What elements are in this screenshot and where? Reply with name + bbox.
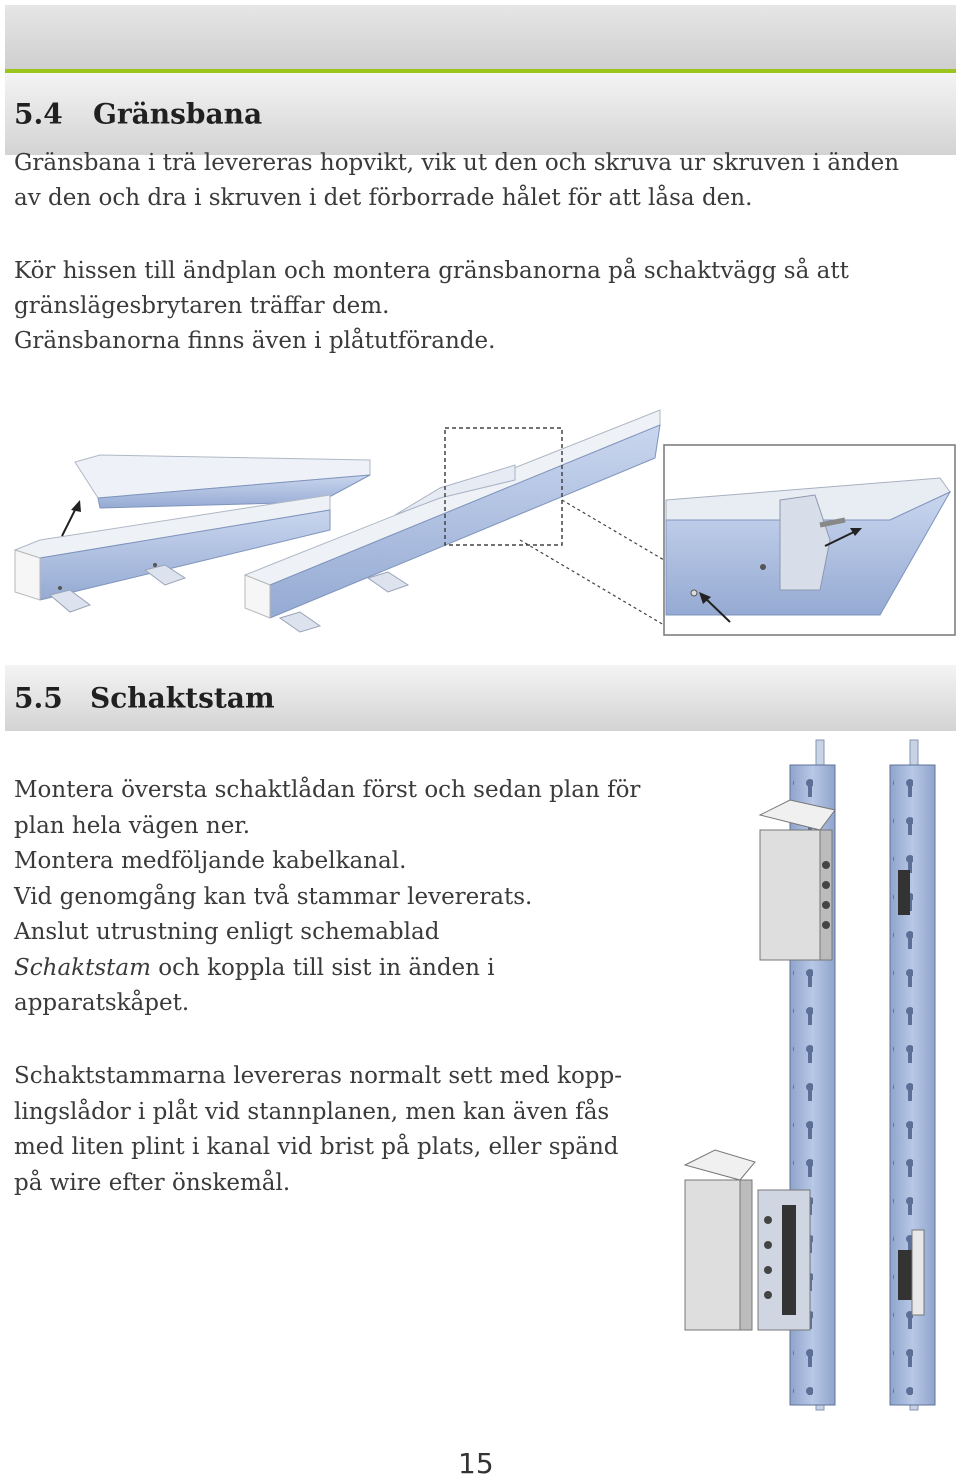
paragraph-shaft-install: Montera översta schaktlådan först och sedan plan för plan hela vägen ner. Montera medföljande kabelkanal. Vid genomgång kan två stammar levererats. Anslut utrustning enligt schemablad Schaktstam och koppla till sist in änden i apparatskåpet.	[14, 777, 641, 1016]
section-number: 5.4	[14, 97, 63, 131]
section-heading-5-4	[5, 69, 956, 155]
shaft-trunking-illustration	[680, 735, 955, 1420]
paragraph-mounting: Kör hissen till ändplan och montera gränsbanorna på schaktvägg så att gränslägesbrytaren träffar dem. Gränsbanorna finns även i plåtutförande.	[14, 258, 849, 354]
italic-reference: Schaktstam	[14, 954, 151, 981]
paragraph-shaft-delivery: Schaktstammarna levereras normalt sett med kopp- lingslådor i plåt vid stannplanen, men kan även fås med liten plint i kanal vid brist på plats, eller spänd på wire efter önskemål.	[14, 1063, 623, 1196]
page-top-band	[5, 5, 956, 69]
section-title: Gränsbana	[93, 97, 263, 131]
section-heading-5-5	[5, 665, 956, 731]
section-title: Schaktstam	[90, 681, 275, 715]
section-number: 5.5	[14, 681, 63, 715]
paragraph-assembly: Gränsbana i trä levereras hopvikt, vik ut den och skruva ur skruven i änden av den och dra i skruven i det förborrade hålet för att låsa den.	[14, 150, 900, 211]
page-number: 15	[458, 1447, 494, 1480]
limit-rail-illustration	[0, 380, 960, 640]
